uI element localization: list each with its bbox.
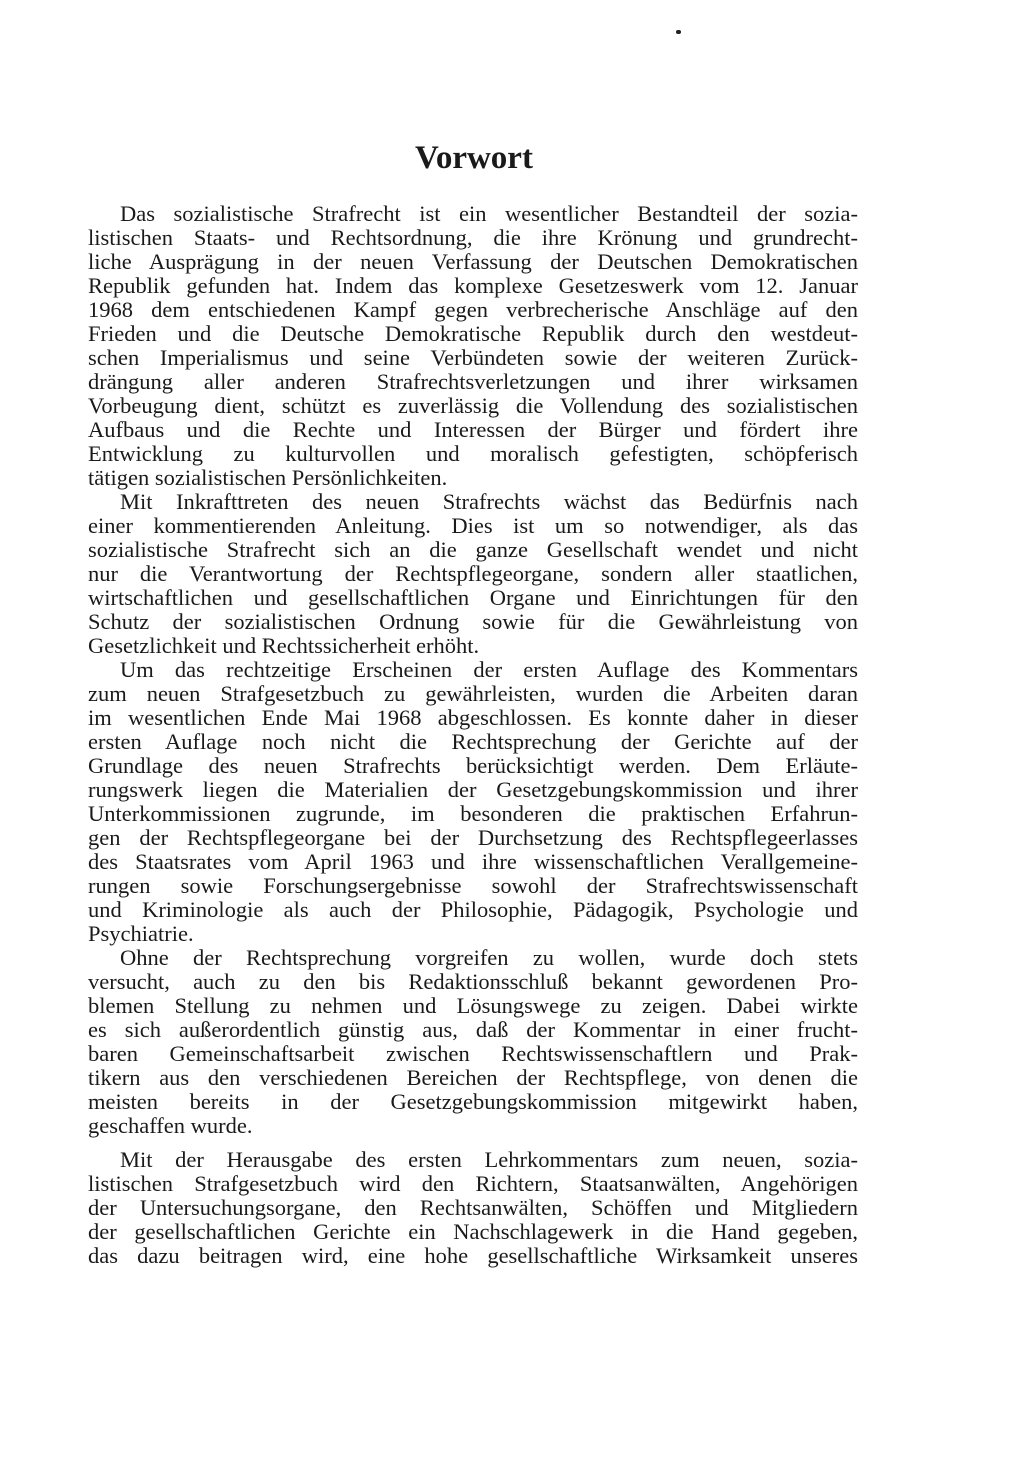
text-line: der gesellschaftlichen Gerichte ein Nachschlagewerk in die Hand gegeben, (88, 1219, 858, 1244)
text-line: wirtschaftlichen und gesellschaftlichen Organe und Einrichtungen für den (88, 585, 858, 610)
text-line: Um das rechtzeitige Erscheinen der ersten Auflage des Kommentars (120, 657, 858, 682)
text-line: tätigen sozialistischen Persönlichkeiten. (88, 465, 448, 490)
text-line: liche Ausprägung in der neuen Verfassung der Deutschen Demokratischen (88, 249, 858, 274)
text-line: das dazu beitragen wird, eine hohe gesellschaftliche Wirksamkeit unseres (88, 1243, 858, 1268)
page-title: Vorwort (415, 140, 533, 176)
text-line: 1968 dem entschiedenen Kampf gegen verbrecherische Anschläge auf den (88, 297, 858, 322)
text-line: listischen Strafgesetzbuch wird den Richtern, Staatsanwälten, Angehörigen (88, 1171, 858, 1196)
text-line: zum neuen Strafgesetzbuch zu gewährleisten, wurden die Arbeiten daran (88, 681, 858, 706)
paragraph-3 (88, 658, 858, 946)
text-line: im wesentlichen Ende Mai 1968 abgeschlossen. Es konnte daher in dieser (88, 705, 858, 730)
text-line: blemen Stellung zu nehmen und Lösungswege zu zeigen. Dabei wirkte (88, 993, 858, 1018)
text-line: Das sozialistische Strafrecht ist ein wesentlicher Bestandteil der sozia- (120, 201, 858, 226)
text-line: nur die Verantwortung der Rechtspflegeorgane, sondern aller staatlichen, (88, 561, 858, 586)
text-line: Gesetzlichkeit und Rechtssicherheit erhöht. (88, 633, 480, 658)
paragraph-5 (88, 1148, 858, 1268)
paragraph-4 (88, 946, 858, 1138)
text-line: Grundlage des neuen Strafrechts berücksichtigt werden. Dem Erläute- (88, 753, 858, 778)
text-line: listischen Staats- und Rechtsordnung, die ihre Krönung und grundrecht- (88, 225, 858, 250)
text-line: Republik gefunden hat. Indem das komplexe Gesetzeswerk vom 12. Januar (88, 273, 858, 298)
text-line: Ohne der Rechtsprechung vorgreifen zu wollen, wurde doch stets (120, 945, 858, 970)
text-line: Frieden und die Deutsche Demokratische Republik durch den westdeut- (88, 321, 858, 346)
paragraph-1 (88, 202, 858, 490)
text-line: rungswerk liegen die Materialien der Gesetzgebungskommission und ihrer (88, 777, 858, 802)
print-speck (676, 30, 681, 34)
text-line: versucht, auch zu den bis Redaktionsschluß bekannt gewordenen Pro- (88, 969, 858, 994)
foreword-body (88, 202, 858, 1268)
text-line: geschaffen wurde. (88, 1113, 253, 1138)
text-line: Unterkommissionen zugrunde, im besonderen die praktischen Erfahrun- (88, 801, 858, 826)
text-line: Schutz der sozialistischen Ordnung sowie für die Gewährleistung von (88, 609, 858, 634)
text-line: sozialistische Strafrecht sich an die ganze Gesellschaft wendet und nicht (88, 537, 858, 562)
text-line: Vorbeugung dient, schützt es zuverlässig die Vollendung des sozialistischen (88, 393, 858, 418)
text-line: ersten Auflage noch nicht die Rechtsprechung der Gerichte auf der (88, 729, 858, 754)
text-line: Psychiatrie. (88, 921, 194, 946)
text-line: der Untersuchungsorgane, den Rechtsanwälten, Schöffen und Mitgliedern (88, 1195, 858, 1220)
text-line: Entwicklung zu kulturvollen und moralisch gefestigten, schöpferisch (88, 441, 858, 466)
text-line: Mit Inkrafttreten des neuen Strafrechts wächst das Bedürfnis nach (120, 489, 858, 514)
text-line: baren Gemeinschaftsarbeit zwischen Rechtswissenschaftlern und Prak- (88, 1041, 858, 1066)
text-line: und Kriminologie als auch der Philosophie, Pädagogik, Psychologie und (88, 897, 858, 922)
text-line: es sich außerordentlich günstig aus, daß der Kommentar in einer frucht- (88, 1017, 858, 1042)
text-line: gen der Rechtspflegeorgane bei der Durchsetzung des Rechtspflegeerlasses (88, 825, 858, 850)
text-line: einer kommentierenden Anleitung. Dies ist um so notwendiger, als das (88, 513, 858, 538)
text-line: schen Imperialismus und seine Verbündeten sowie der weiteren Zurück- (88, 345, 858, 370)
text-line: rungen sowie Forschungsergebnisse sowohl der Strafrechtswissenschaft (88, 873, 858, 898)
text-line: Mit der Herausgabe des ersten Lehrkommentars zum neuen, sozia- (120, 1147, 858, 1172)
text-line: Aufbaus und die Rechte und Interessen der Bürger und fördert ihre (88, 417, 858, 442)
text-line: tikern aus den verschiedenen Bereichen der Rechtspflege, von denen die (88, 1065, 858, 1090)
text-line: meisten bereits in der Gesetzgebungskommission mitgewirkt haben, (88, 1089, 858, 1114)
text-line: drängung aller anderen Strafrechtsverletzungen und ihrer wirksamen (88, 369, 858, 394)
text-line: des Staatsrates vom April 1963 und ihre wissenschaftlichen Verallgemeine- (88, 849, 858, 874)
paragraph-2 (88, 490, 858, 658)
